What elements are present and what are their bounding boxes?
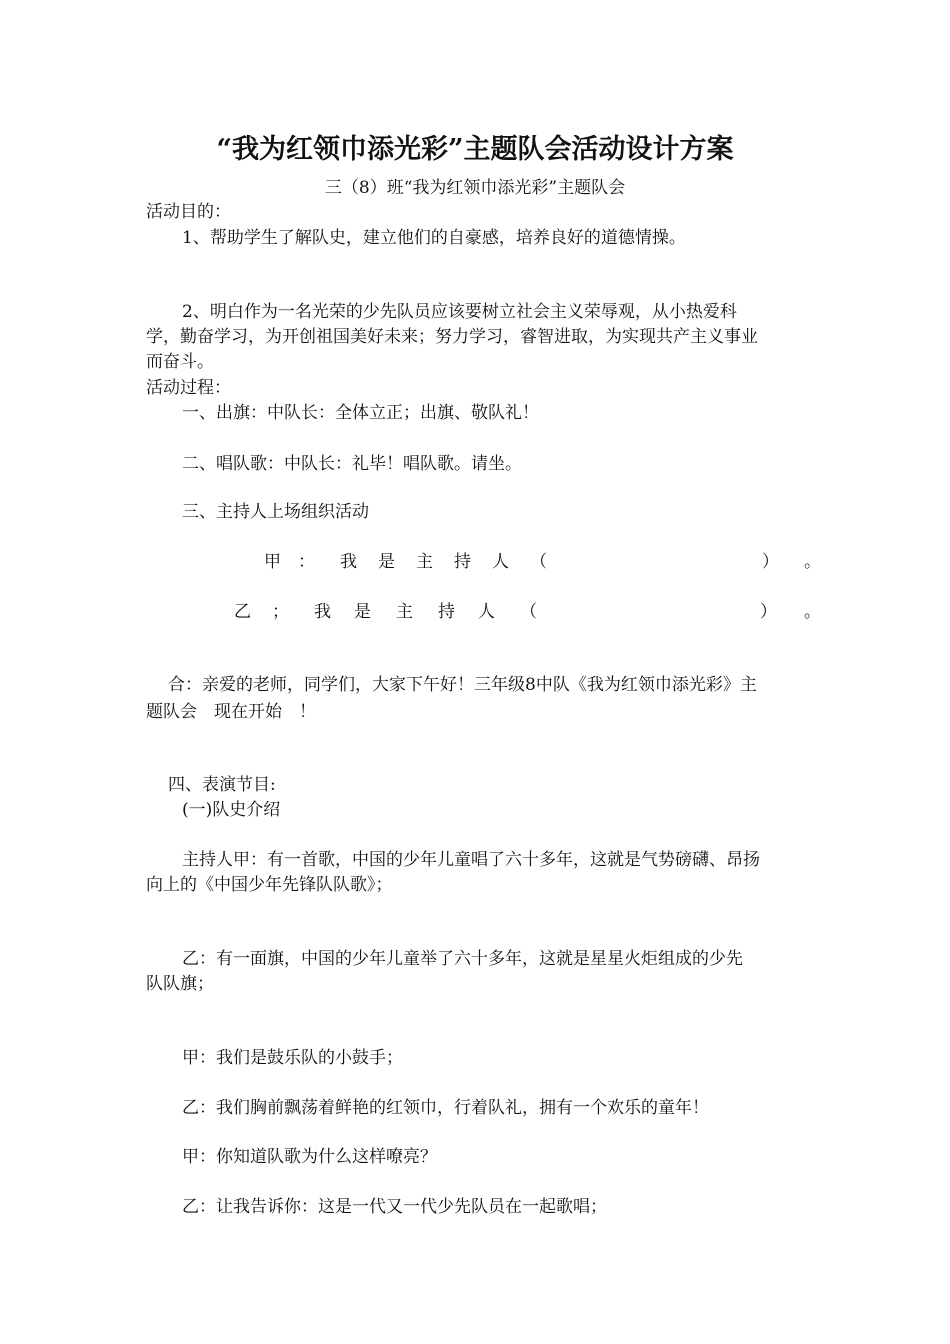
host-b-char: ） xyxy=(760,602,777,622)
paragraph-3: 甲：我们是鼓乐队的小鼓手； xyxy=(182,1048,403,1068)
host-b-char: （ xyxy=(520,602,537,622)
together-line-1: 合：亲爱的老师，同学们，大家下午好！三年级8中队《我为红领巾添光彩》主 xyxy=(168,675,757,695)
together-line-2: 题队会 现在开始 ！ xyxy=(146,702,316,722)
paragraph-1-line-1: 主持人甲：有一首歌，中国的少年儿童唱了六十多年，这就是气势磅礴、昂扬 xyxy=(182,850,760,870)
step-2: 二、唱队歌：中队长：礼毕！唱队歌。请坐。 xyxy=(182,454,522,474)
host-b-char: 乙 xyxy=(234,602,251,622)
paragraph-5: 甲：你知道队歌为什么这样嘹亮？ xyxy=(182,1147,437,1167)
host-b-line xyxy=(0,600,950,624)
host-b-char: ； xyxy=(272,602,289,622)
host-b-char: 我 xyxy=(314,602,331,622)
host-a-char: （ xyxy=(530,552,547,572)
step-1: 一、出旗：中队长：全体立正；出旗、敬队礼！ xyxy=(182,403,539,423)
host-a-char: ） xyxy=(762,552,779,572)
host-b-char: 是 xyxy=(354,602,371,622)
host-b-char: 主 xyxy=(396,602,413,622)
host-b-char: 人 xyxy=(478,602,495,622)
document-subtitle: 三（8）班“我为红领巾添光彩”主题队会 xyxy=(324,178,626,198)
host-b-char: 。 xyxy=(804,602,821,622)
purpose-item-2-line-2: 学，勤奋学习，为开创祖国美好未来；努力学习，睿智进取，为实现共产主义事业 xyxy=(146,327,758,347)
host-a-line xyxy=(0,550,950,574)
host-a-char: 甲 xyxy=(264,552,281,572)
purpose-item-2-line-1: 2、明白作为一名光荣的少先队员应该要树立社会主义荣辱观，从小热爱科 xyxy=(182,302,737,322)
paragraph-4: 乙：我们胸前飘荡着鲜艳的红领巾，行着队礼，拥有一个欢乐的童年！ xyxy=(182,1098,709,1118)
host-a-char: ： xyxy=(298,552,315,572)
process-heading: 活动过程： xyxy=(146,378,231,398)
step-4: 四、表演节目: xyxy=(168,775,276,795)
step-3: 三、主持人上场组织活动 xyxy=(182,502,369,522)
host-a-char: 主 xyxy=(416,552,433,572)
host-a-char: 人 xyxy=(492,552,509,572)
paragraph-2-line-2: 队队旗； xyxy=(146,974,214,994)
paragraph-2-line-1: 乙：有一面旗，中国的少年儿童举了六十多年，这就是星星火炬组成的少先 xyxy=(182,949,743,969)
host-b-char: 持 xyxy=(438,602,455,622)
host-a-char: 我 xyxy=(340,552,357,572)
host-a-char: 是 xyxy=(378,552,395,572)
purpose-item-1: 1、帮助学生了解队史，建立他们的自豪感，培养良好的道德情操。 xyxy=(182,228,686,248)
document-title: “我为红领巾添光彩”主题队会活动设计方案 xyxy=(216,134,734,165)
purpose-item-2-line-3: 而奋斗。 xyxy=(146,352,214,372)
paragraph-1-line-2: 向上的《中国少年先锋队队歌》； xyxy=(146,875,393,895)
section-1-heading: (一)队史介绍 xyxy=(182,800,281,820)
purpose-heading: 活动目的： xyxy=(146,202,231,222)
paragraph-6: 乙：让我告诉你：这是一代又一代少先队员在一起歌唱； xyxy=(182,1197,607,1217)
host-a-char: 持 xyxy=(454,552,471,572)
host-a-char: 。 xyxy=(804,552,821,572)
